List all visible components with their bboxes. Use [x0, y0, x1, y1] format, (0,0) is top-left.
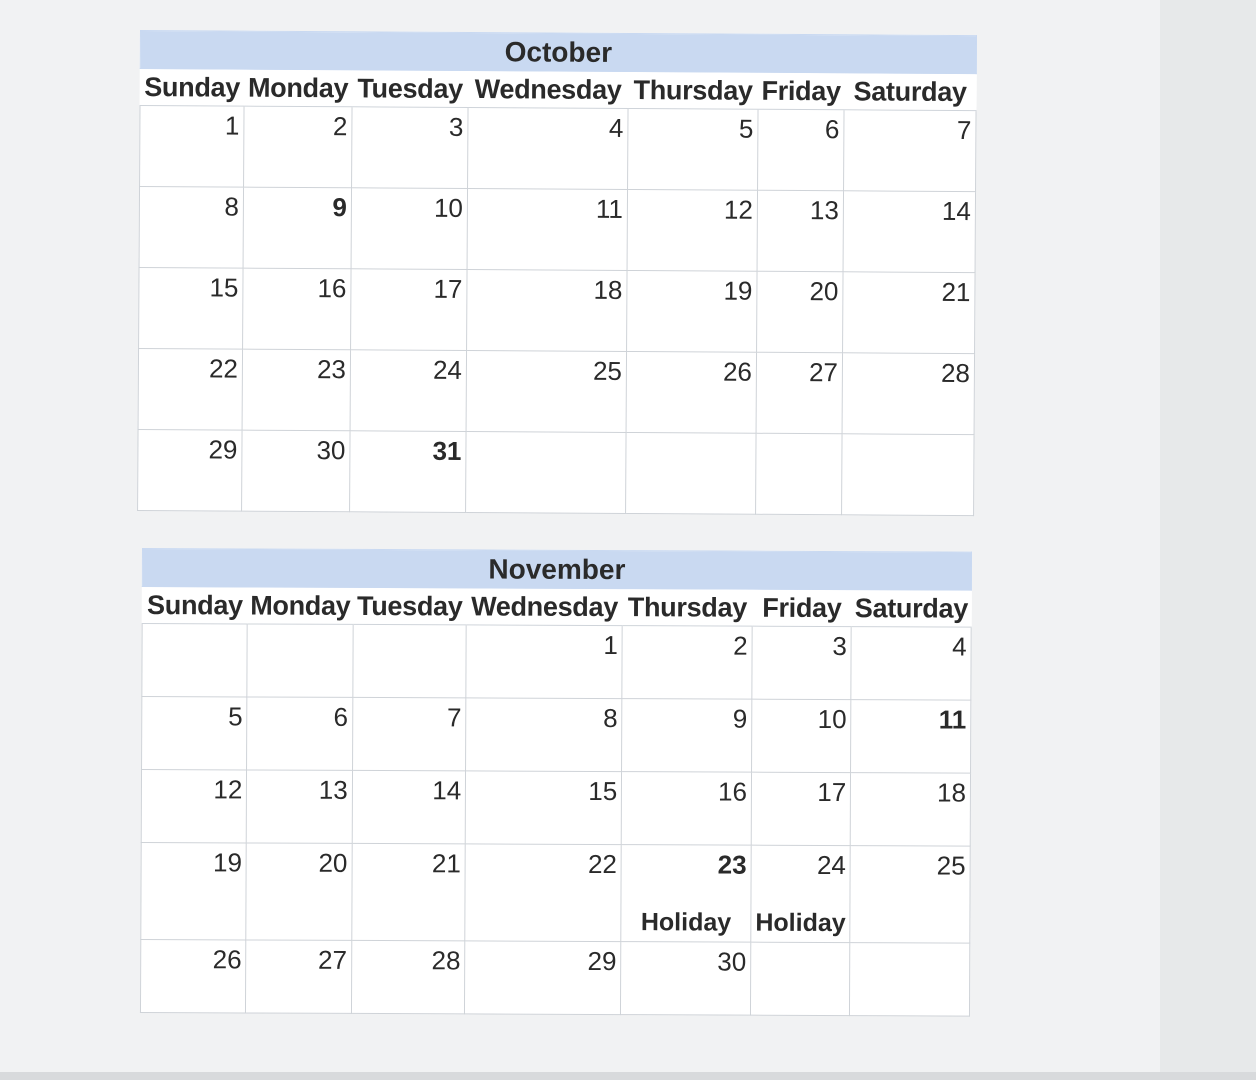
calendar-day-cell[interactable] [350, 431, 466, 513]
calendar-week-row [142, 697, 971, 774]
calendar-day-cell[interactable] [468, 108, 628, 190]
calendar-day-cell[interactable] [139, 267, 243, 349]
weekday-header-thursday: Thursday [622, 589, 752, 627]
day-number: 20 [318, 847, 348, 878]
day-number: 29 [208, 434, 238, 465]
day-number: 6 [333, 701, 349, 732]
day-number: 1 [603, 630, 618, 661]
calendar-day-cell[interactable] [140, 939, 246, 1012]
day-number: 26 [212, 944, 242, 975]
day-number: 19 [213, 847, 243, 878]
calendar-day-cell[interactable] [466, 625, 622, 699]
calendar-day-cell[interactable] [243, 187, 351, 269]
day-number: 16 [717, 776, 748, 807]
day-number: 28 [940, 357, 971, 389]
day-number: 25 [592, 355, 623, 386]
day-number: 28 [431, 945, 461, 976]
calendar-day-cell[interactable] [757, 271, 843, 353]
calendar-day-cell[interactable] [142, 697, 248, 770]
calendar-day-cell[interactable] [467, 189, 627, 271]
calendar-day-cell[interactable] [758, 109, 844, 191]
weekday-header-tuesday: Tuesday [353, 587, 467, 624]
calendar-day-cell[interactable] [842, 434, 974, 516]
calendar-week-row [141, 770, 970, 847]
holiday-label: Holiday [640, 908, 732, 937]
calendar-week-row [140, 939, 969, 1016]
calendar-day-cell[interactable] [351, 188, 467, 270]
day-number: 22 [208, 353, 239, 384]
weekday-header-friday: Friday [758, 72, 844, 110]
day-number: 4 [608, 112, 624, 143]
calendar-day-cell[interactable] [851, 773, 971, 847]
calendar-day-cell[interactable] [627, 270, 757, 352]
day-number: 17 [817, 776, 847, 808]
calendar-day-cell[interactable] [351, 940, 465, 1013]
calendar-day-cell[interactable] [622, 699, 752, 773]
day-number: 31 [432, 435, 462, 466]
calendar-day-cell[interactable] [628, 108, 758, 190]
calendar-day-cell[interactable] [626, 351, 756, 433]
weekday-header-friday: Friday [752, 589, 851, 626]
day-number: 12 [213, 774, 243, 805]
calendar-day-cell[interactable] [467, 270, 627, 352]
calendar-weeks [140, 624, 971, 1017]
calendar-day-cell[interactable] [351, 269, 467, 351]
calendar-day-cell[interactable] [622, 626, 752, 700]
weekday-header-sunday: Sunday [140, 69, 244, 107]
day-number: 11 [938, 704, 967, 735]
day-number: 1 [224, 110, 240, 141]
day-number: 27 [808, 357, 839, 388]
calendar-day-cell[interactable] [353, 624, 467, 697]
day-number: 2 [332, 111, 348, 142]
day-number: 26 [722, 356, 753, 387]
holiday-label: Holiday [755, 908, 846, 938]
calendar-day-cell[interactable] [247, 770, 353, 843]
day-number: 14 [432, 775, 462, 806]
calendar-day-cell[interactable] [141, 842, 247, 939]
day-number: 7 [446, 702, 462, 733]
calendar-day-cell[interactable] [850, 943, 970, 1017]
calendar-day-cell[interactable] [139, 187, 243, 269]
day-number: 25 [936, 850, 966, 881]
calendar-day-cell[interactable] [352, 843, 466, 940]
calendar-day-cell[interactable] [752, 699, 852, 772]
day-number: 8 [224, 191, 240, 222]
calendar-day-cell[interactable] [138, 348, 242, 430]
day-number: 21 [941, 276, 971, 308]
calendar-day-cell[interactable] [756, 352, 842, 434]
day-number: 9 [732, 703, 748, 734]
calendar-day-cell[interactable] [142, 624, 248, 697]
calendar-day-cell[interactable] [750, 942, 850, 1015]
calendar-day-cell[interactable] [851, 627, 971, 701]
day-number: 13 [809, 195, 840, 226]
day-number: 29 [587, 945, 617, 977]
calendar-day-cell[interactable] [466, 431, 626, 513]
calendar-day-cell[interactable] [756, 433, 842, 515]
calendar-day-cell[interactable] [352, 697, 466, 770]
calendar-weeks [138, 106, 976, 516]
day-number: 15 [209, 272, 239, 303]
calendar-day-cell[interactable] [138, 429, 242, 511]
calendar-november [140, 548, 972, 1017]
calendar-day-cell[interactable] [352, 107, 468, 189]
day-number: 22 [587, 848, 618, 880]
day-number: 12 [723, 194, 754, 225]
screen-bezel [1160, 0, 1256, 1080]
calendar-day-cell[interactable] [843, 191, 975, 273]
day-number: 17 [433, 273, 463, 304]
calendar-day-cell[interactable] [621, 845, 751, 943]
calendar-day-cell[interactable] [843, 272, 975, 354]
calendar-day-cell[interactable] [242, 349, 350, 431]
calendar-week-row [138, 348, 974, 434]
calendar-day-cell[interactable] [141, 770, 247, 843]
day-number: 23 [717, 849, 747, 880]
day-number: 3 [832, 631, 847, 662]
calendar-day-cell[interactable] [140, 106, 244, 188]
calendar-october [137, 30, 977, 516]
weekday-header-wednesday: Wednesday [466, 588, 622, 626]
calendar-day-cell[interactable] [466, 351, 626, 433]
calendar-day-cell[interactable] [242, 430, 350, 512]
day-number: 3 [448, 111, 464, 142]
day-number: 10 [433, 192, 464, 223]
calendar-day-cell[interactable] [465, 941, 621, 1015]
calendar-week-row [139, 267, 975, 353]
day-number: 4 [952, 631, 967, 662]
day-number: 23 [316, 354, 347, 385]
calendar-day-cell[interactable] [751, 772, 851, 845]
day-number: 27 [317, 944, 348, 975]
calendar-day-cell[interactable] [243, 268, 351, 350]
day-number: 20 [809, 276, 839, 307]
calendar-day-cell[interactable] [352, 770, 466, 843]
day-number: 14 [941, 195, 972, 227]
calendar-day-cell[interactable] [247, 624, 353, 697]
calendar-day-cell[interactable] [350, 350, 466, 432]
calendar-day-cell[interactable] [246, 843, 352, 940]
day-number: 24 [432, 354, 463, 385]
calendar-day-cell[interactable] [757, 190, 843, 272]
weekday-header-thursday: Thursday [628, 71, 758, 109]
day-number: 24 [816, 849, 847, 881]
day-number: 7 [956, 114, 972, 146]
day-number: 16 [317, 273, 347, 304]
weekday-header-saturday: Saturday [844, 73, 976, 111]
calendar-day-cell[interactable] [627, 189, 757, 271]
calendar-day-cell[interactable] [244, 106, 352, 188]
calendar-day-cell[interactable] [752, 626, 852, 699]
calendar-week-row [141, 842, 970, 943]
day-number: 18 [593, 274, 623, 305]
day-number: 30 [717, 946, 747, 977]
day-number: 2 [733, 630, 748, 661]
weekday-header-tuesday: Tuesday [352, 70, 468, 108]
month-title: October [140, 31, 976, 74]
day-number: 15 [588, 775, 618, 807]
calendar-day-cell[interactable] [626, 432, 756, 514]
calendar-week-row [140, 106, 976, 192]
calendar-day-cell[interactable] [842, 353, 974, 435]
day-number: 21 [431, 848, 461, 879]
calendar-day-cell[interactable] [465, 771, 621, 845]
weekday-header-monday: Monday [248, 587, 354, 624]
day-number: 8 [603, 703, 618, 734]
month-title: November [142, 549, 971, 591]
day-number: 18 [936, 777, 967, 808]
day-number: 30 [316, 435, 346, 466]
calendar-day-cell[interactable] [247, 697, 353, 770]
calendar-week-row [138, 429, 974, 515]
calendar-day-cell[interactable] [751, 845, 851, 942]
day-number: 19 [723, 275, 753, 306]
day-number: 13 [318, 774, 348, 805]
calendar-week-row [142, 624, 971, 701]
weekday-header-sunday: Sunday [142, 587, 248, 624]
day-number: 5 [228, 701, 243, 732]
screen-bottom-edge [0, 1072, 1256, 1080]
calendar-day-cell[interactable] [850, 846, 970, 944]
weekday-header-saturday: Saturday [851, 590, 971, 628]
calendar-day-cell[interactable] [246, 940, 352, 1013]
weekday-header-monday: Monday [244, 69, 352, 107]
day-number: 11 [595, 193, 624, 224]
calendar-day-cell[interactable] [465, 844, 621, 942]
calendar-day-cell[interactable] [851, 700, 971, 774]
weekday-header-wednesday: Wednesday [468, 71, 628, 109]
day-number: 5 [738, 113, 754, 144]
day-number: 10 [817, 703, 847, 735]
calendar-day-cell[interactable] [466, 698, 622, 772]
calendar-day-cell[interactable] [621, 942, 751, 1016]
calendar-week-row [139, 187, 975, 273]
day-number: 6 [824, 114, 840, 145]
calendar-day-cell[interactable] [844, 110, 976, 192]
day-number: 9 [332, 192, 348, 223]
calendar-day-cell[interactable] [622, 772, 752, 846]
